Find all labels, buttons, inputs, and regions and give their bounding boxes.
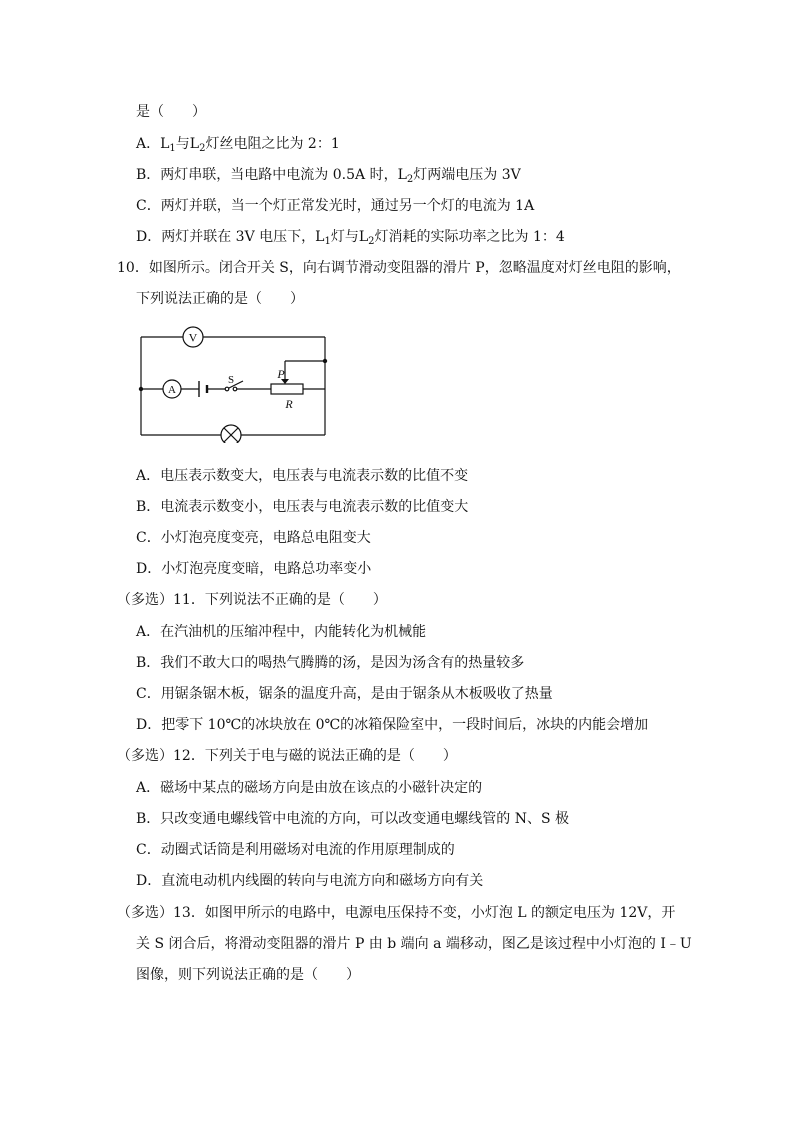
q10-stem-line2: 下列说法正确的是（ ） bbox=[136, 291, 304, 307]
q12-option-c[interactable]: C．动圈式话筒是利用磁场对电流的作用原理制成的 bbox=[136, 842, 455, 858]
lamp bbox=[221, 425, 241, 443]
q13-stem-line2: 关 S 闭合后，将滑动变阻器的滑片 P 由 b 端向 a 端移动，图乙是该过程中小灯泡的 I﹣U bbox=[136, 936, 692, 952]
resistor-r bbox=[271, 384, 303, 394]
q10-option-b[interactable]: B．电流表示数变小，电压表与电流表示数的比值变大 bbox=[136, 499, 469, 515]
slider-label: P bbox=[277, 367, 285, 381]
q11-stem: （多选）11．下列说法不正确的是（ ） bbox=[117, 592, 387, 608]
ammeter-label: A bbox=[168, 384, 176, 396]
voltmeter-label: V bbox=[188, 330, 198, 345]
junction-left bbox=[139, 387, 143, 391]
q10-stem-line1: 10．如图所示。闭合开关 S，向右调节滑动变阻器的滑片 P，忽略温度对灯丝电阻的影响， bbox=[117, 260, 681, 276]
q11-option-d[interactable]: D．把零下 10℃的冰块放在 0℃的冰箱保险室中，一段时间后，冰块的内能会增加 bbox=[136, 717, 649, 733]
q13-stem-line3: 图像，则下列说法正确的是（ ） bbox=[136, 967, 360, 983]
q10-option-d[interactable]: D．小灯泡亮度变暗，电路总功率变小 bbox=[136, 561, 372, 577]
q9-option-a[interactable]: A．$L_1$与$L_2$灯丝电阻之比为 2：1 bbox=[136, 136, 340, 154]
q12-option-b[interactable]: B．只改变通电螺线管中电流的方向，可以改变通电螺线管的 N、S 极 bbox=[136, 811, 570, 827]
q11-option-c[interactable]: C．用锯条锯木板，锯条的温度升高，是由于锯条从木板吸收了热量 bbox=[136, 686, 553, 702]
q10-option-c[interactable]: C．小灯泡亮度变亮，电路总电阻变大 bbox=[136, 530, 371, 546]
q12-stem: （多选）12．下列关于电与磁的说法正确的是（ ） bbox=[117, 748, 457, 764]
q9-option-b[interactable]: B．两灯串联，当电路中电流为 0.5A 时，$L_2$灯两端电压为 3V bbox=[136, 167, 521, 185]
q9-option-d[interactable]: D．两灯并联在 3V 电压下，$L_1$灯与$L_2$灯消耗的实际功率之比为 1：4 bbox=[136, 229, 565, 247]
switch-label: S bbox=[227, 374, 235, 386]
q9-option-c[interactable]: C．两灯并联，当一个灯正常发光时，通过另一个灯的电流为 1A bbox=[136, 198, 535, 214]
q9-stem-tail: 是（ ） bbox=[136, 104, 206, 120]
circuit-diagram bbox=[135, 325, 335, 443]
q11-option-b[interactable]: B．我们不敢大口的喝热气腾腾的汤，是因为汤含有的热量较多 bbox=[136, 655, 525, 671]
switch-contact-left bbox=[225, 387, 229, 391]
q13-stem-line1: （多选）13．如图甲所示的电路中，电源电压保持不变，小灯泡 L 的额定电压为 12V，开 bbox=[117, 905, 676, 921]
q10-option-a[interactable]: A．电压表示数变大，电压表与电流表示数的比值不变 bbox=[136, 468, 469, 484]
q12-option-a[interactable]: A．磁场中某点的磁场方向是由放在该点的小磁针决定的 bbox=[136, 780, 483, 796]
q12-option-d[interactable]: D．直流电动机内线圈的转向与电流方向和磁场方向有关 bbox=[136, 873, 484, 889]
q11-option-a[interactable]: A．在汽油机的压缩冲程中，内能转化为机械能 bbox=[136, 624, 427, 640]
switch-contact-right bbox=[233, 387, 237, 391]
junction-right bbox=[323, 359, 327, 363]
resistor-label: R bbox=[285, 397, 293, 411]
